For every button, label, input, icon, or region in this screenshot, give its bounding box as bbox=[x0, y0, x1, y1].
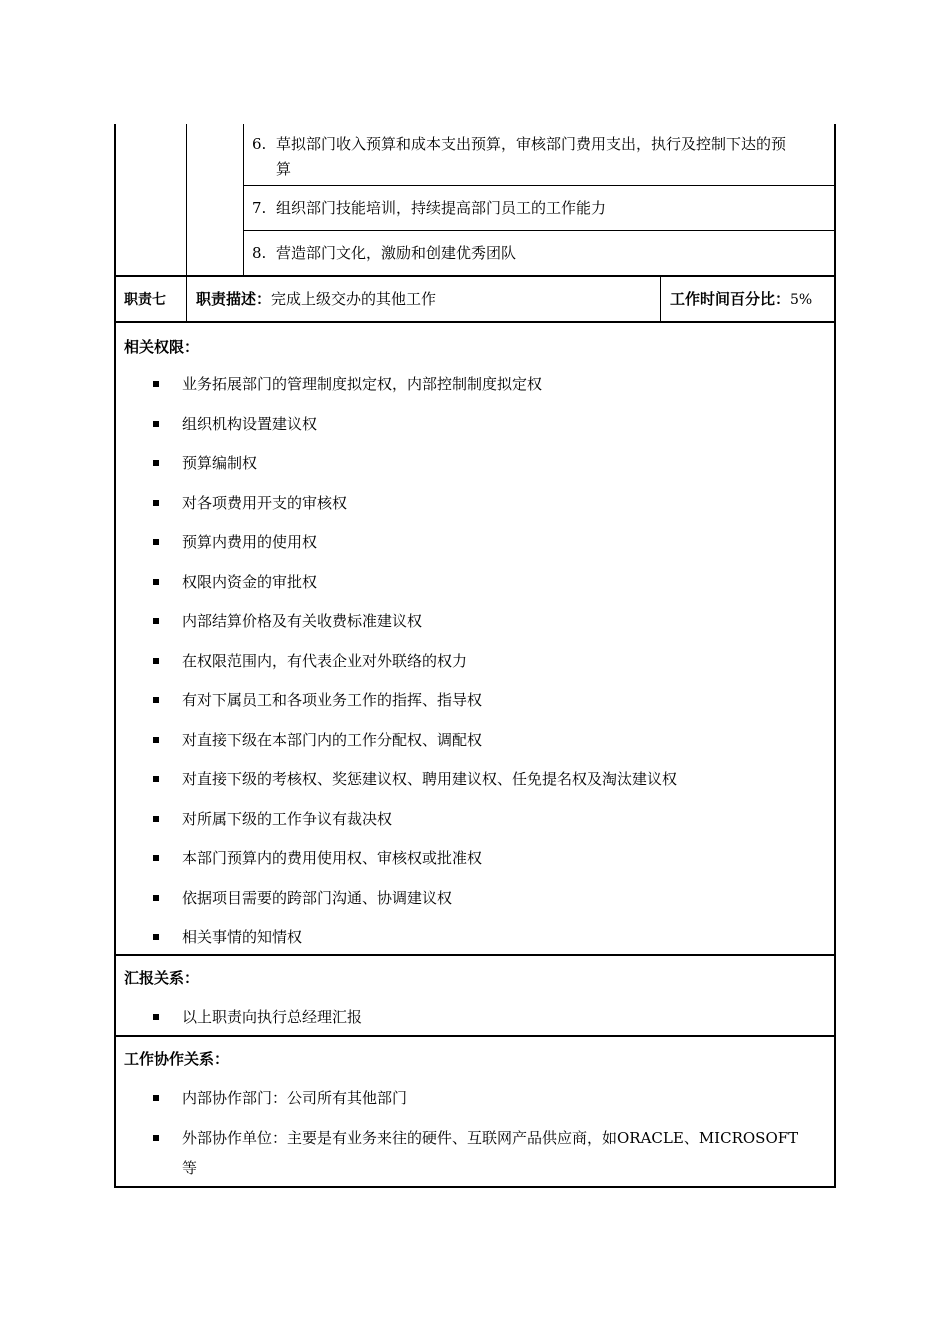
authority-item-text: 内部结算价格及有关收费标准建议权 bbox=[182, 612, 423, 630]
bullet-icon bbox=[153, 737, 159, 743]
authority-item-text: 有对下属员工和各项业务工作的指挥、指导权 bbox=[182, 691, 483, 709]
duty-time-percentage bbox=[670, 289, 812, 310]
authority-item-text: 依据项目需要的跨部门沟通、协调建议权 bbox=[182, 889, 453, 907]
bullet-icon bbox=[153, 1095, 159, 1101]
bullet-icon bbox=[153, 1135, 159, 1141]
bullet-icon bbox=[153, 579, 159, 585]
cooperation-external-text-line2: 等 bbox=[182, 1159, 198, 1177]
time-percentage-label: 工作时间百分比： bbox=[670, 290, 791, 308]
duty-description-label: 职责描述： bbox=[196, 290, 272, 308]
authority-heading: 相关权限： bbox=[124, 338, 200, 356]
bullet-icon bbox=[153, 1014, 159, 1020]
reporting-heading: 汇报关系： bbox=[124, 969, 200, 987]
time-percentage-value: 5% bbox=[790, 292, 813, 308]
authority-item-text: 对直接下级的考核权、奖惩建议权、聘用建议权、任免提名权及淘汰建议权 bbox=[182, 770, 678, 788]
authority-item-text: 预算内费用的使用权 bbox=[182, 533, 318, 551]
authority-item-text: 对所属下级的工作争议有裁决权 bbox=[182, 810, 393, 828]
authority-item-text: 预算编制权 bbox=[182, 454, 258, 472]
task-8-text: 营造部门文化，激励和创建优秀团队 bbox=[276, 244, 517, 262]
authority-item-text: 本部门预算内的费用使用权、审核权或批准权 bbox=[182, 849, 483, 867]
bullet-icon bbox=[153, 855, 159, 861]
task-8-number: 8. bbox=[252, 244, 267, 262]
bullet-icon bbox=[153, 618, 159, 624]
duty-seven-label: 职责七 bbox=[124, 292, 166, 308]
authority-item-text: 业务拓展部门的管理制度拟定权，内部控制制度拟定权 bbox=[182, 375, 543, 393]
reporting-item-text: 以上职责向执行总经理汇报 bbox=[182, 1008, 363, 1026]
cooperation-heading: 工作协作关系： bbox=[124, 1050, 230, 1068]
bullet-icon bbox=[153, 697, 159, 703]
bullet-icon bbox=[153, 776, 159, 782]
authority-item-text: 对各项费用开支的审核权 bbox=[182, 494, 348, 512]
bullet-icon bbox=[153, 381, 159, 387]
cooperation-external-text-line1: 外部协作单位：主要是有业务来往的硬件、互联网产品供应商，如ORACLE、MICROSOFT bbox=[182, 1129, 799, 1147]
bullet-icon bbox=[153, 539, 159, 545]
bullet-icon bbox=[153, 460, 159, 466]
bullet-icon bbox=[153, 658, 159, 664]
cooperation-internal-text: 内部协作部门：公司所有其他部门 bbox=[182, 1089, 408, 1107]
bullet-icon bbox=[153, 421, 159, 427]
authority-item-text: 相关事情的知情权 bbox=[182, 928, 303, 946]
task-6-text-line1: 草拟部门收入预算和成本支出预算，审核部门费用支出，执行及控制下达的预 bbox=[276, 135, 787, 153]
bullet-icon bbox=[153, 500, 159, 506]
authority-item-text: 权限内资金的审批权 bbox=[182, 573, 318, 591]
duty-description-text: 完成上级交办的其他工作 bbox=[271, 290, 437, 308]
task-7-number: 7. bbox=[252, 199, 267, 217]
task-6-text-line2: 算 bbox=[276, 160, 292, 178]
authority-item-text: 对直接下级在本部门内的工作分配权、调配权 bbox=[182, 731, 483, 749]
authority-item-text: 在权限范围内，有代表企业对外联络的权力 bbox=[182, 652, 468, 670]
duty-seven-description bbox=[196, 289, 436, 309]
bullet-icon bbox=[153, 934, 159, 940]
bullet-icon bbox=[153, 895, 159, 901]
authority-item-text: 组织机构设置建议权 bbox=[182, 415, 318, 433]
bullet-icon bbox=[153, 816, 159, 822]
task-7-text: 组织部门技能培训，持续提高部门员工的工作能力 bbox=[276, 199, 607, 217]
task-6-number: 6. bbox=[252, 135, 267, 153]
